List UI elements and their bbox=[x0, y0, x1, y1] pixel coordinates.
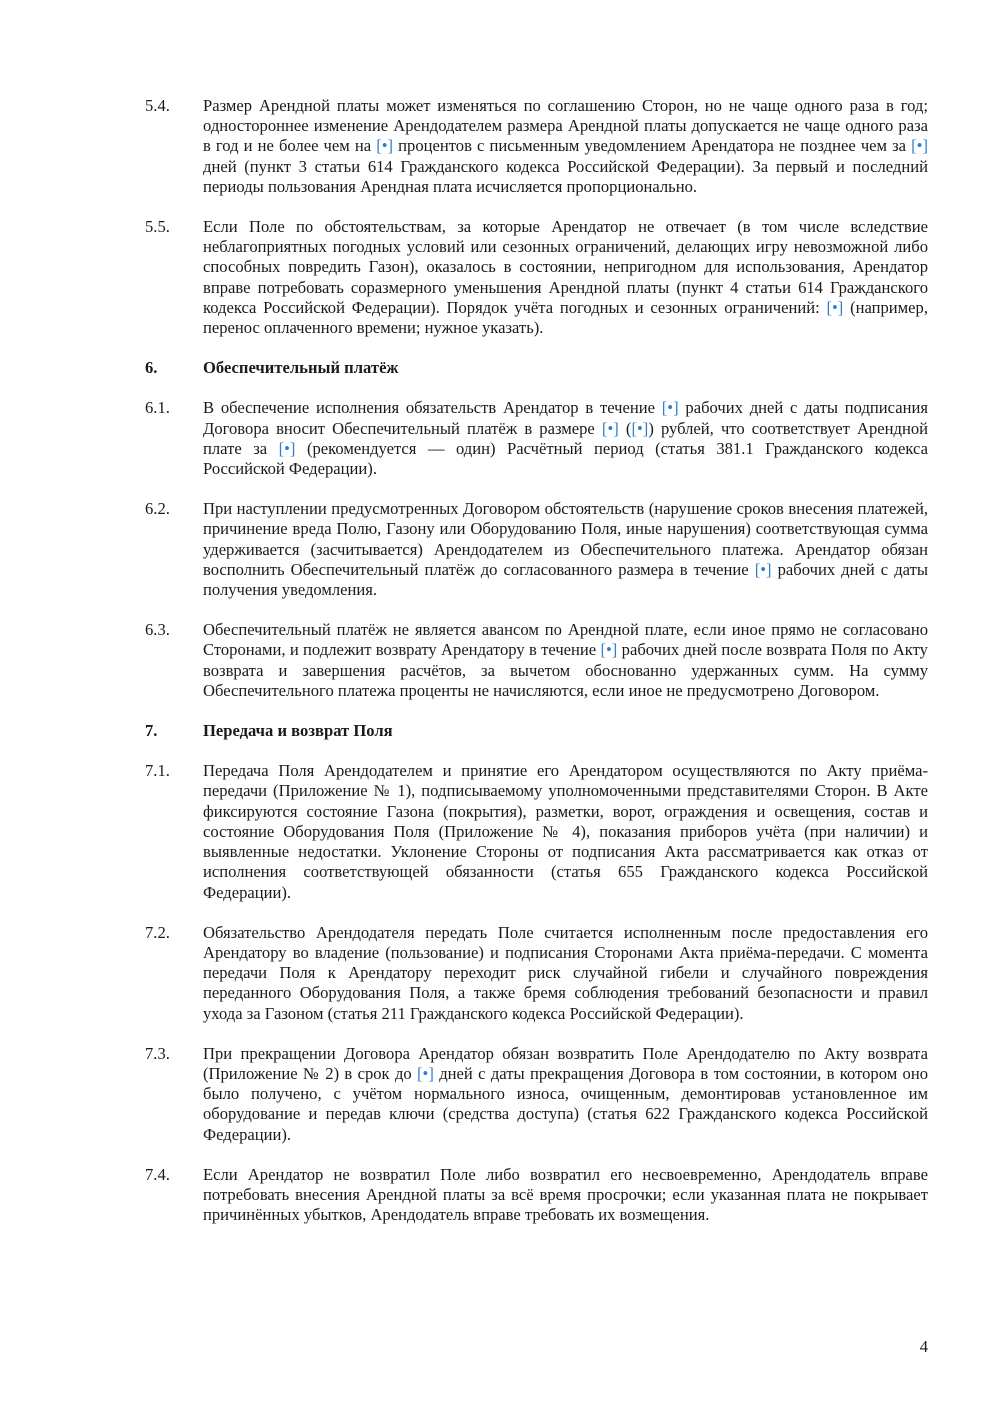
clause-text-fragment: Передача Поля Арендодателем и принятие его Арендатором осуществляются по Акту приёма-передачи (Приложение № 1), подписываемому уполномоченными представителями Сторон. В Акте фиксируются состояние Газона (покрытия), разметки, ворот, ограждения и освещения, состав и состояние Оборудования Поля (Приложение № 4), показания приборов учёта (при наличии) и выявленные недостатки. Уклонение Стороны от подписания Акта рассматривается как отказ от исполнения соответствующей обязанности (статья 655 Гражданского кодекса Российской Федерации). bbox=[203, 761, 928, 902]
clause-number: 7.4. bbox=[145, 1164, 170, 1184]
section-heading bbox=[0, 721, 1000, 741]
clause bbox=[0, 398, 1000, 479]
clause bbox=[0, 1044, 1000, 1145]
clause-text-fragment: В обеспечение исполнения обязательств Арендатор в течение bbox=[203, 398, 662, 418]
clause-text-fragment: дней (пункт 3 статьи 614 Гражданского кодекса Российской Федерации). За первый и последний периоды пользования Арендная плата исчисляется пропорционально. bbox=[203, 156, 928, 196]
section-heading bbox=[0, 358, 1000, 378]
clause-text-fragment: ( bbox=[618, 418, 632, 438]
clause bbox=[0, 620, 1000, 701]
clause-number: 7.2. bbox=[145, 922, 170, 942]
clause bbox=[0, 499, 1000, 600]
document-body bbox=[0, 96, 1000, 1245]
section-title: Обеспечительный платёж bbox=[203, 358, 399, 378]
clause-number: 5.5. bbox=[145, 217, 170, 237]
clause-text-fragment: При наступлении предусмотренных Договором обстоятельств (нарушение сроков внесения платежей, причинение вреда Полю, Газону или Оборудованию Поля, иные нарушения) соответствующая сумма удерживается (засчитывается) Арендодателем из Обеспечительного платежа. Арендатор обязан восполнить Обеспечительный платёж до согласованного размера в течение bbox=[203, 499, 928, 579]
clause-text bbox=[203, 217, 928, 338]
clause-text-fragment: рабочих дней с даты подписания Договора вносит Обеспечительный платёж в размере bbox=[203, 398, 928, 438]
clause bbox=[0, 761, 1000, 902]
clause-number: 7.3. bbox=[145, 1043, 170, 1063]
clause bbox=[0, 217, 1000, 338]
placeholder-marker: [•] bbox=[278, 438, 296, 458]
clause-text bbox=[203, 620, 928, 701]
clause-text bbox=[203, 923, 928, 1024]
page-number: 4 bbox=[919, 1337, 928, 1356]
clause bbox=[0, 1165, 1000, 1226]
clause-text bbox=[203, 96, 928, 197]
clause-text-fragment: процентов с письменным уведомлением Арендатора не позднее чем за bbox=[393, 136, 912, 156]
clause-text bbox=[203, 499, 928, 600]
clause bbox=[0, 96, 1000, 197]
clause-text-fragment: (например, перенос оплаченного времени; нужное указать). bbox=[203, 297, 928, 338]
placeholder-marker: [•] bbox=[631, 418, 649, 438]
placeholder-marker: [•] bbox=[600, 640, 618, 660]
clause-number: 6.2. bbox=[145, 499, 170, 519]
clause-text bbox=[203, 1044, 928, 1145]
clause-text-fragment: Размер Арендной платы может изменяться по соглашению Сторон, но не чаще одного раза в год; одностороннее изменение Арендодателем размера Арендной платы допускается не чаще одного раза в год и не более чем на bbox=[203, 96, 928, 156]
section-number: 6. bbox=[145, 358, 158, 378]
clause-text-fragment: рабочих дней с даты получения уведомления. bbox=[203, 559, 928, 600]
clause-text-fragment: Обеспечительный платёж не является авансом по Арендной плате, если иное прямо не согласовано Сторонами, и подлежит возврату Арендатору в течение bbox=[203, 620, 928, 660]
clause-text bbox=[203, 761, 928, 902]
clause-text-fragment: При прекращении Договора Арендатор обязан возвратить Поле Арендодателю по Акту возврата (Приложение № 2) в срок до bbox=[203, 1043, 928, 1083]
clause-text bbox=[203, 1165, 928, 1226]
placeholder-marker: [•] bbox=[417, 1063, 434, 1083]
placeholder-marker: [•] bbox=[754, 559, 772, 579]
clause-text-fragment: ) рублей, что соответствует Арендной плате за bbox=[203, 418, 929, 458]
placeholder-marker: [•] bbox=[376, 136, 394, 156]
clause bbox=[0, 923, 1000, 1024]
clause-text-fragment: Если Арендатор не возвратил Поле либо возвратил его несвоевременно, Арендодатель вправе потребовать внесения Арендной платы за всё время просрочки; если указанная плата не покрывает причинённых убытков, Арендодатель вправе требовать их возмещения. bbox=[203, 1164, 928, 1225]
section-number: 7. bbox=[145, 721, 158, 741]
clause-number: 7.1. bbox=[145, 761, 170, 781]
clause-text-fragment: рабочих дней после возврата Поля по Акту возврата и завершения расчётов, за вычетом обоснованно удержанных сумм. На сумму Обеспечительного платежа проценты не начисляются, если иное не предусмотрено Договором. bbox=[203, 640, 928, 700]
clause-text bbox=[203, 398, 928, 479]
clause-text-fragment: дней с даты прекращения Договора в том состоянии, в котором оно было получено, с учётом нормального износа, очищенным, демонтировав установленное им оборудование и передав ключи (средства доступа) (статья 622 Гражданского кодекса Российской Федерации). bbox=[203, 1063, 929, 1144]
clause-text-fragment: (рекомендуется — один) Расчётный период (статья 381.1 Гражданского кодекса Российской Федерации). bbox=[203, 438, 928, 479]
section-title: Передача и возврат Поля bbox=[203, 721, 393, 741]
placeholder-marker: [•] bbox=[826, 297, 844, 317]
clause-text-fragment: Если Поле по обстоятельствам, за которые Арендатор не отвечает (в том числе вследствие неблагоприятных погодных условий или сезонных ограничений, делающих игру невозможной либо способных повредить Газон), оказалось в состоянии, непригодном для использования, Арендатор вправе потребовать соразмерного уменьшения Арендной платы (пункт 4 статьи 614 Гражданского кодекса Российской Федерации). Порядок учёта погодных и сезонных ограничений: bbox=[203, 217, 928, 317]
clause-number: 6.3. bbox=[145, 620, 170, 640]
placeholder-marker: [•] bbox=[911, 136, 928, 156]
placeholder-marker: [•] bbox=[661, 398, 679, 418]
clause-text-fragment: Обязательство Арендодателя передать Поле считается исполненным после предоставления его Арендатору во владение (пользование) и подписания Сторонами Акта приёма-передачи. С момента передачи Поля к Арендатору переходит риск случайной гибели и случайного повреждения переданного Оборудования Поля, а также бремя соблюдения требований безопасности и правил ухода за Газоном (статья 211 Гражданского кодекса Российской Федерации). bbox=[203, 922, 928, 1023]
placeholder-marker: [•] bbox=[601, 418, 619, 438]
clause-number: 5.4. bbox=[145, 96, 170, 115]
clause-number: 6.1. bbox=[145, 398, 170, 418]
